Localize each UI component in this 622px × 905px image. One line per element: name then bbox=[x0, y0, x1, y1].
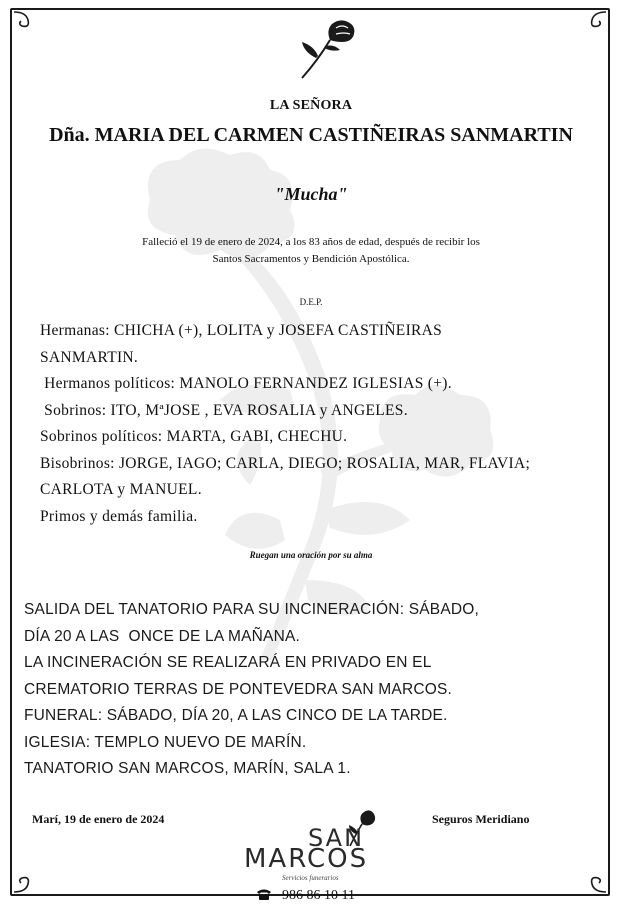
family-line: Sobrinos: ITO, MªJOSE , EVA ROSALIA y ANGELES. bbox=[40, 401, 408, 419]
family-line: Primos y demás familia. bbox=[40, 507, 198, 525]
telephone-icon bbox=[256, 888, 272, 900]
family-line: Hermanos políticos: MANOLO FERNANDEZ IGLESIAS (+). bbox=[40, 375, 452, 392]
death-statement-line: Santos Sacramentos y Bendición Apostólica. bbox=[212, 253, 410, 265]
family-line: Bisobrinos: JORGE, IAGO; CARLA, DIEGO; ROSALIA, MAR, FLAVIA; bbox=[40, 454, 531, 472]
death-statement bbox=[0, 234, 622, 268]
deceased-nickname: "Mucha" bbox=[274, 184, 348, 204]
family-list bbox=[40, 318, 615, 530]
service-line: IGLESIA: TEMPLO NUEVO DE MARÍN. bbox=[24, 733, 307, 751]
place-date: Marí, 19 de enero de 2024 bbox=[32, 812, 165, 826]
corner-flourish-top-left bbox=[12, 10, 38, 36]
corner-flourish-bottom-right bbox=[582, 868, 608, 894]
prayer-request: Ruegan una oración por su alma bbox=[249, 550, 373, 560]
logo-text-marcos: MARCOS bbox=[244, 844, 369, 874]
logo-subtitle: Servicios funerarios bbox=[282, 874, 339, 882]
funeral-home-logo bbox=[236, 806, 386, 886]
service-details bbox=[24, 597, 614, 783]
family-line: Hermanas: CHICHA (+), LOLITA y JOSEFA CASTIÑEIRAS bbox=[40, 322, 443, 339]
logo-text-san: SAN bbox=[308, 824, 365, 852]
service-line: SALIDA DEL TANATORIO PARA SU INCINERACIÓN: SÁBADO, bbox=[24, 601, 480, 618]
family-line: SANMARTIN. bbox=[40, 348, 139, 366]
service-line: TANATORIO SAN MARCOS, MARÍN, SALA 1. bbox=[24, 760, 351, 777]
service-line: LA INCINERACIÓN SE REALIZARÁ EN PRIVADO EN EL bbox=[24, 654, 432, 671]
phone-number: 986 86 10 11 bbox=[282, 888, 355, 903]
service-line: DÍA 20 A LAS ONCE DE LA MAÑANA. bbox=[24, 627, 301, 645]
family-line: Sobrinos políticos: MARTA, GABI, CHECHU. bbox=[40, 428, 348, 445]
service-line: CREMATORIO TERRAS DE PONTEVEDRA SAN MARCOS. bbox=[24, 680, 453, 698]
family-line: CARLOTA y MANUEL. bbox=[40, 481, 202, 498]
corner-flourish-top-right bbox=[582, 10, 608, 36]
rose-icon bbox=[296, 8, 366, 80]
corner-flourish-bottom-left bbox=[12, 868, 38, 894]
page-title: LA SEÑORA bbox=[269, 98, 353, 113]
dep-label: D.E.P. bbox=[299, 297, 323, 307]
death-statement-line: Falleció el 19 de enero de 2024, a los 83 años de edad, después de recibir los bbox=[142, 236, 480, 248]
service-line: FUNERAL: SÁBADO, DÍA 20, A LAS CINCO DE LA TARDE. bbox=[24, 707, 448, 724]
insurer-name: Seguros Meridiano bbox=[432, 812, 530, 826]
phone-number-block bbox=[256, 888, 355, 904]
deceased-name: Dña. MARIA DEL CARMEN CASTIÑEIRAS SANMARTIN bbox=[49, 124, 573, 146]
